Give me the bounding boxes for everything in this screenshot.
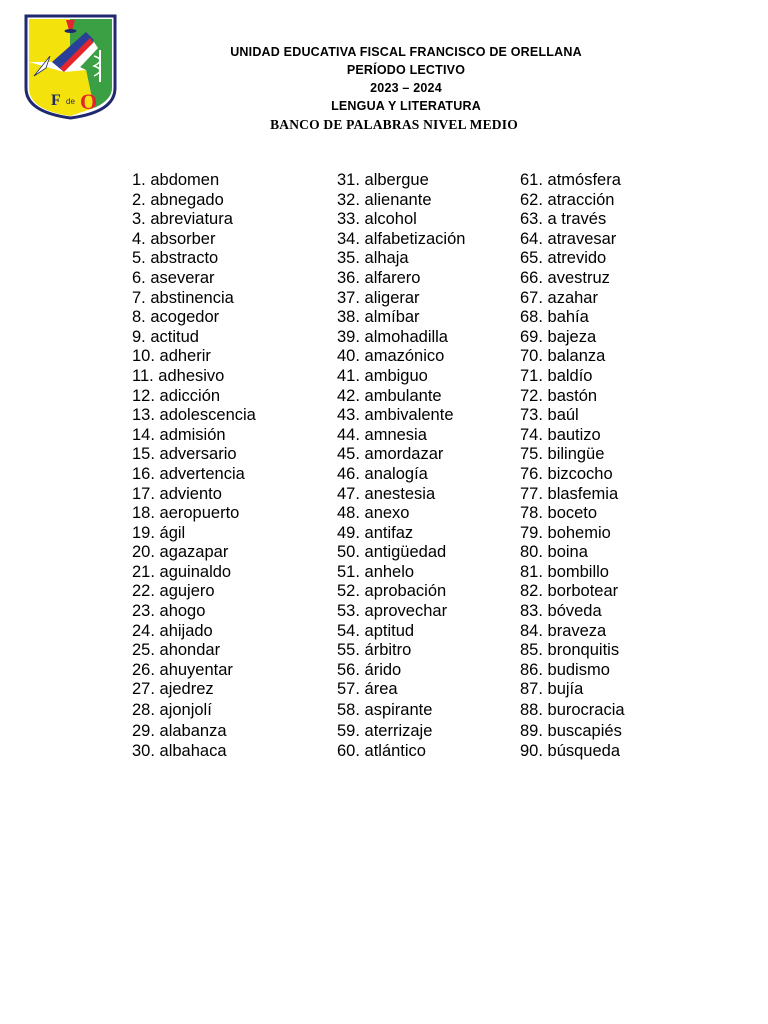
word-list-item: 41. ambiguo	[337, 366, 428, 385]
word-list-item: 2. abnegado	[132, 190, 224, 209]
word-column-2	[337, 171, 465, 762]
word-list-item: 12. adicción	[132, 386, 221, 405]
word-list-item: 3. abreviatura	[132, 210, 233, 229]
word-list-item: 56. árido	[337, 660, 402, 679]
word-list-item: 65. atrevido	[520, 249, 607, 268]
word-list-item: 13. adolescencia	[132, 406, 256, 425]
word-list-item: 27. ajedrez	[132, 680, 214, 699]
document-header	[130, 43, 682, 134]
word-list-item: 24. ahijado	[132, 621, 213, 640]
word-list-item: 5. abstracto	[132, 249, 219, 268]
word-list-item: 44. amnesia	[337, 425, 427, 444]
word-list-item: 82. borbotear	[520, 582, 619, 601]
word-list-item: 86. budismo	[520, 660, 610, 679]
word-list-item: 6. aseverar	[132, 268, 215, 287]
svg-text:F: F	[51, 92, 61, 109]
word-list-item: 46. analogía	[337, 464, 428, 483]
word-list-item: 38. almíbar	[337, 308, 420, 327]
word-list-item: 43. ambivalente	[337, 406, 454, 425]
word-list-item: 11. adhesivo	[132, 366, 225, 385]
word-list-item: 69. bajeza	[520, 327, 597, 346]
word-list-item: 89. buscapiés	[520, 721, 622, 740]
word-list-item: 39. almohadilla	[337, 327, 448, 346]
word-list-item: 30. albahaca	[132, 742, 227, 761]
word-list-item: 34. alfabetización	[337, 229, 466, 248]
word-list-item: 67. azahar	[520, 288, 598, 307]
word-list-item: 74. bautizo	[520, 425, 601, 444]
word-list-item: 62. atracción	[520, 190, 615, 209]
school-logo	[24, 10, 117, 120]
word-list-item: 87. bujía	[520, 680, 584, 699]
word-list-item: 15. adversario	[132, 445, 237, 464]
word-list-item: 88. burocracia	[520, 701, 625, 720]
word-list-item: 52. aprobación	[337, 582, 447, 601]
word-list-item: 28. ajonjolí	[132, 701, 212, 720]
word-list-item: 78. boceto	[520, 504, 598, 523]
subject-name: LENGUA Y LITERATURA	[331, 99, 481, 113]
word-list-item: 21. aguinaldo	[132, 562, 232, 581]
word-column-1	[132, 171, 256, 762]
word-list-item: 77. blasfemia	[520, 484, 619, 503]
word-list-item: 26. ahuyentar	[132, 660, 233, 679]
school-shield-crest-icon	[24, 10, 117, 120]
word-list-item: 60. atlántico	[337, 742, 426, 761]
word-list-item: 37. aligerar	[337, 288, 420, 307]
word-list-item: 4. absorber	[132, 229, 216, 248]
period-label: PERÍODO LECTIVO	[346, 63, 466, 77]
word-list-item: 31. albergue	[337, 171, 429, 189]
word-list-item: 70. balanza	[520, 347, 606, 366]
document-title: BANCO DE PALABRAS NIVEL MEDIO	[270, 117, 518, 132]
word-list-item: 75. bilingüe	[520, 445, 605, 464]
word-list-item: 57. área	[337, 680, 398, 699]
word-list-item: 40. amazónico	[337, 347, 445, 366]
word-list-item: 68. bahía	[520, 308, 589, 327]
word-list-item: 7. abstinencia	[132, 288, 234, 307]
word-list-item: 55. árbitro	[337, 641, 412, 660]
word-list-item: 58. aspirante	[337, 701, 433, 720]
word-list-item: 25. ahondar	[132, 641, 221, 660]
word-list-item: 45. amordazar	[337, 445, 444, 464]
word-list-item: 9. actitud	[132, 327, 199, 346]
word-list-item: 90. búsqueda	[520, 742, 621, 761]
word-list-item: 49. antifaz	[337, 523, 414, 542]
word-list-item: 50. antigüedad	[337, 543, 447, 562]
word-list-item: 29. alabanza	[132, 721, 227, 740]
word-list-item: 19. ágil	[132, 523, 186, 542]
word-list-item: 20. agazapar	[132, 543, 229, 562]
word-list-item: 76. bizcocho	[520, 464, 613, 483]
word-list-item: 18. aeropuerto	[132, 504, 240, 523]
word-list-item: 71. baldío	[520, 366, 593, 385]
word-list-item: 73. baúl	[520, 406, 579, 425]
word-list-item: 10. adherir	[132, 347, 211, 366]
word-list-item: 14. admisión	[132, 425, 226, 444]
word-list-item: 8. acogedor	[132, 308, 220, 327]
word-list-item: 51. anhelo	[337, 562, 415, 581]
school-years: 2023 – 2024	[370, 81, 442, 95]
word-list-item: 47. anestesia	[337, 484, 436, 503]
word-list-item: 17. adviento	[132, 484, 222, 503]
word-list-item: 54. aptitud	[337, 621, 415, 640]
word-list-item: 23. ahogo	[132, 602, 206, 621]
word-list-item: 33. alcohol	[337, 210, 417, 229]
word-list-item: 32. alienante	[337, 190, 432, 209]
word-list-item: 79. bohemio	[520, 523, 611, 542]
word-list-item: 61. atmósfera	[520, 171, 621, 189]
word-list-item: 64. atravesar	[520, 229, 617, 248]
word-list-item: 36. alfarero	[337, 268, 421, 287]
word-list-item: 22. agujero	[132, 582, 215, 601]
word-list-item: 53. aprovechar	[337, 602, 448, 621]
svg-text:de: de	[66, 97, 75, 106]
word-list-item: 48. anexo	[337, 504, 410, 523]
svg-text:O: O	[80, 89, 98, 114]
word-list-item: 63. a través	[520, 210, 607, 229]
word-list-item: 80. boina	[520, 543, 588, 562]
word-list-item: 72. bastón	[520, 386, 598, 405]
word-list-item: 42. ambulante	[337, 386, 442, 405]
word-column-3	[520, 171, 625, 762]
school-name: UNIDAD EDUCATIVA FISCAL FRANCISCO DE ORELLANA	[230, 45, 582, 59]
word-list-item: 83. bóveda	[520, 602, 602, 621]
word-list-item: 1. abdomen	[132, 171, 220, 189]
word-list-item: 66. avestruz	[520, 268, 610, 287]
word-list-item: 85. bronquitis	[520, 641, 620, 660]
word-list-item: 81. bombillo	[520, 562, 609, 581]
word-list-item: 16. advertencia	[132, 464, 245, 483]
word-list-item: 35. alhaja	[337, 249, 409, 268]
word-list-item: 84. braveza	[520, 621, 607, 640]
word-list-item: 59. aterrizaje	[337, 721, 433, 740]
